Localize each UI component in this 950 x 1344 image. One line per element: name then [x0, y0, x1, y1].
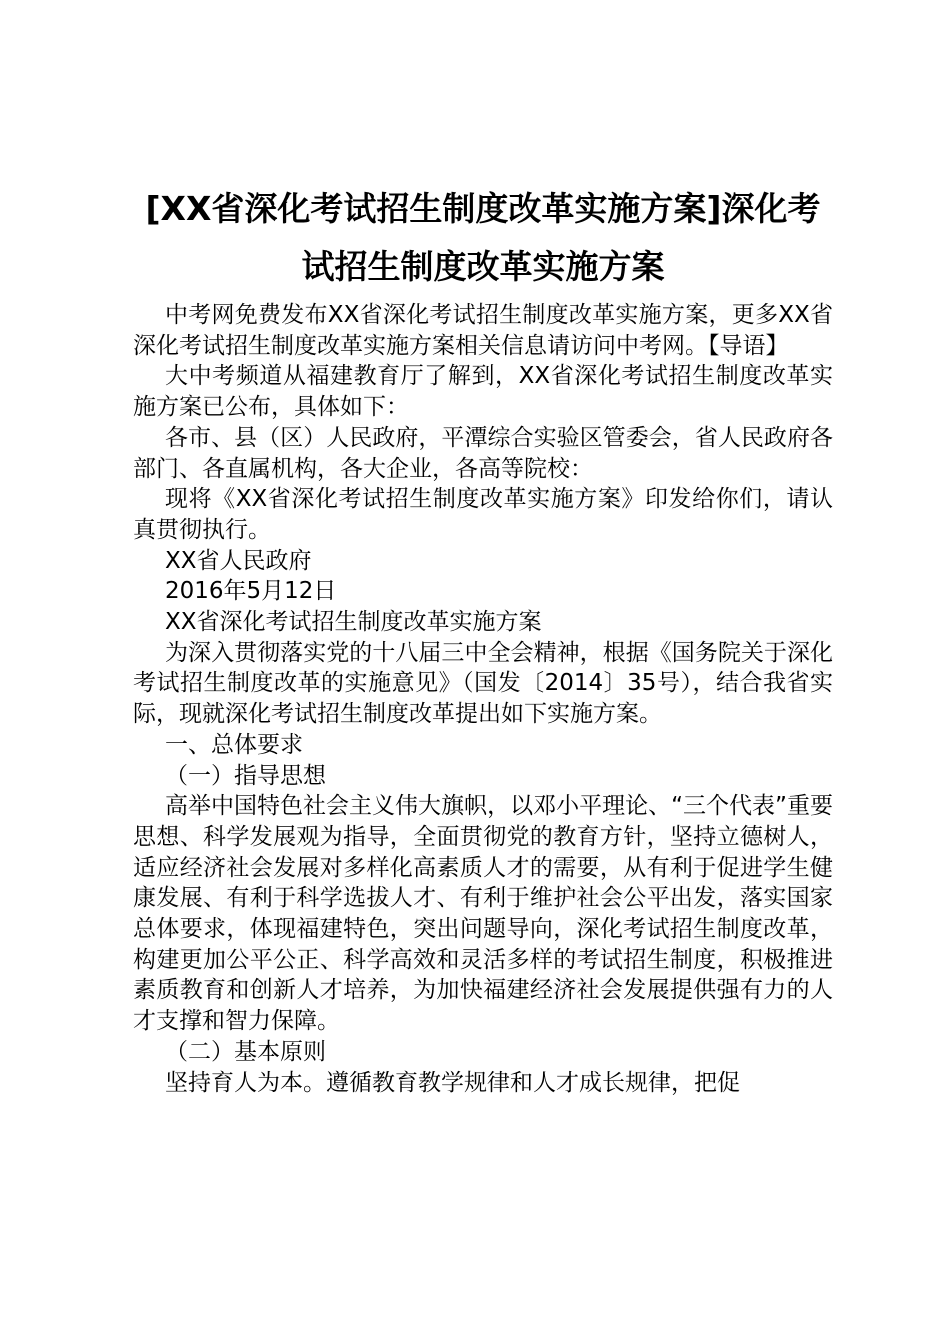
paragraph-principles: 坚持育人为本。遵循教育教学规律和人才成长规律，把促 [165, 1069, 740, 1096]
paragraph-date: 2016年5月12日 [165, 578, 337, 605]
subsection-heading-principles: （二）基本原则 [165, 1038, 326, 1065]
paragraph-intro: 中考网免费发布XX省深化考试招生制度改革实施方案，更多XX省深化考试招生制度改革实施方案相关信息请访问中考网。【导语】 [133, 302, 833, 359]
paragraph-recipients: 各市、县（区）人民政府，平潭综合实验区管委会，省人民政府各部门、各直属机构，各大企业，各高等院校： [133, 424, 833, 482]
document-title: [XX省深化考试招生制度改革实施方案]深化考试招生制度改革实施方案 [145, 189, 821, 286]
paragraph-preamble: 为深入贯彻落实党的十八届三中全会精神，根据《国务院关于深化考试招生制度改革的实施意见》（国发〔2014〕35号），结合我省实际，现就深化考试招生制度改革提出如下实施方案。 [133, 639, 833, 728]
paragraph-notice: 现将《XX省深化考试招生制度改革实施方案》印发给你们，请认真贯彻执行。 [133, 486, 833, 543]
paragraph-announcement: 大中考频道从福建教育厅了解到，XX省深化考试招生制度改革实施方案已公布，具体如下： [133, 363, 833, 421]
paragraph-guiding-thought: 高举中国特色社会主义伟大旗帜，以邓小平理论、“三个代表”重要思想、科学发展观为指导，全面贯彻党的教育方针，坚持立德树人，适应经济社会发展对多样化高素质人才的需要，从有利于促进学生健康发展、有利于科学选拔人才、有利于维护社会公平出发，落实国家总体要求，体现福建特色，突出问题导向，深化考试招生制度改革，构建更加公平公正、科学高效和灵活多样的考试招生制度，积极推进素质教育和创新人才培养，为加快福建经济社会发展提供强有力的人才支撑和智力保障。 [133, 793, 833, 1035]
document-page [133, 180, 833, 1098]
subsection-heading-guiding: （一）指导思想 [165, 762, 326, 789]
paragraph-issuer: XX省人民政府 [165, 547, 312, 574]
section-heading-general: 一、总体要求 [165, 731, 303, 758]
paragraph-plan-title: XX省深化考试招生制度改革实施方案 [165, 609, 542, 636]
